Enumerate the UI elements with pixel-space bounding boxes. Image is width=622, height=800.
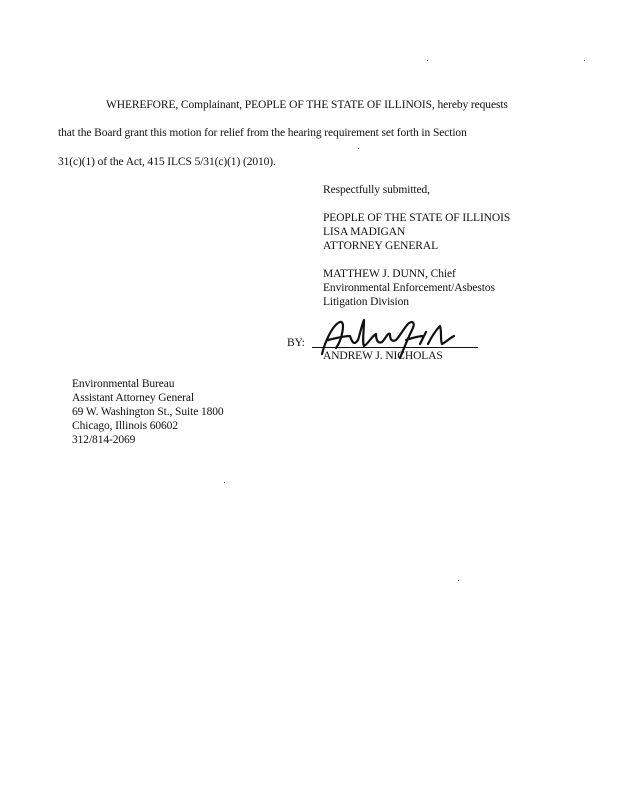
scan-speck (224, 482, 225, 483)
closing-salutation: Respectfully submitted, (323, 184, 430, 196)
address-line: Environmental Bureau (72, 378, 175, 390)
address-line: Assistant Attorney General (72, 392, 194, 404)
body-paragraph-line: WHEREFORE, Complainant, PEOPLE OF THE STATE OF ILLINOIS, hereby requests (106, 99, 508, 111)
division-line: Environmental Enforcement/Asbestos (323, 282, 495, 294)
body-paragraph-line: that the Board grant this motion for relief from the hearing requirement set forth in Section (58, 127, 467, 139)
chief-name-line: MATTHEW J. DUNN, Chief (323, 268, 456, 280)
signer-name: ANDREW J. NICHOLAS (323, 350, 443, 362)
scan-speck (427, 60, 428, 61)
by-label: BY: (287, 337, 305, 349)
address-line: 69 W. Washington St., Suite 1800 (72, 406, 224, 418)
scan-speck (358, 148, 359, 149)
address-line: Chicago, Illinois 60602 (72, 420, 178, 432)
party-name-line: PEOPLE OF THE STATE OF ILLINOIS (323, 212, 511, 224)
attorney-general-name: LISA MADIGAN (323, 226, 406, 238)
phone-line: 312/814-2069 (72, 434, 136, 446)
scan-speck (584, 60, 585, 61)
division-line: Litigation Division (323, 296, 409, 308)
body-paragraph-line: 31(c)(1) of the Act, 415 ILCS 5/31(c)(1) (2010). (58, 156, 276, 168)
scan-speck (458, 580, 459, 581)
attorney-general-title: ATTORNEY GENERAL (323, 240, 438, 252)
